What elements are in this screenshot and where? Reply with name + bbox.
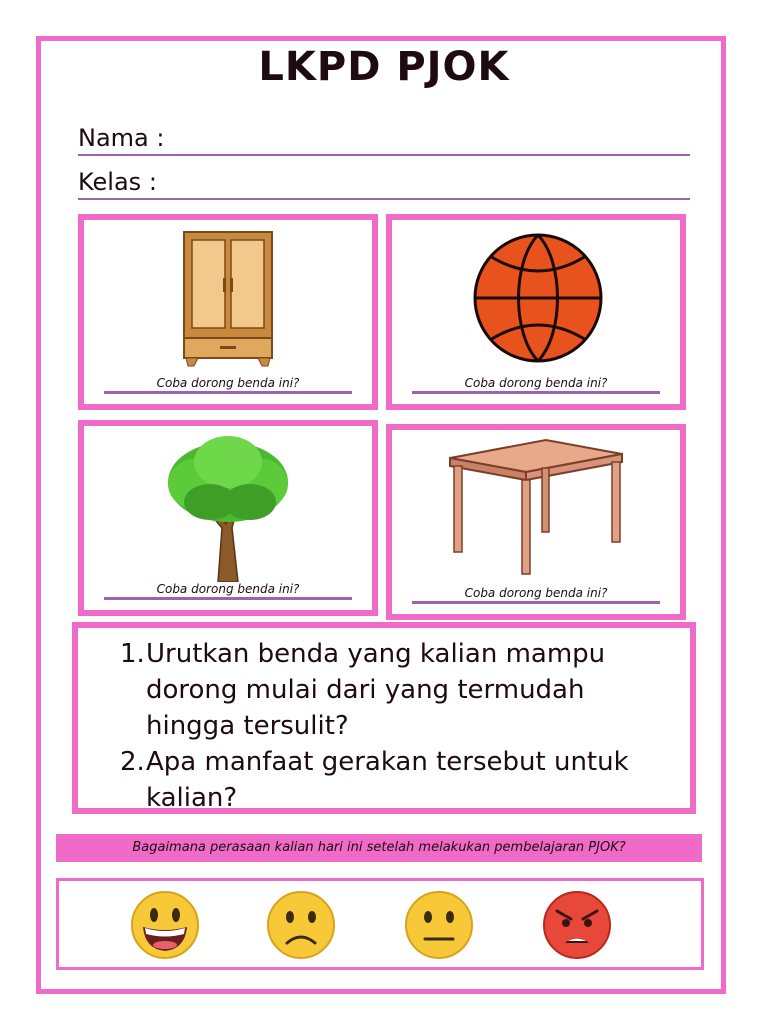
card-tree bbox=[78, 420, 378, 616]
neutral-face-icon[interactable] bbox=[403, 889, 475, 961]
feeling-prompt: Bagaimana perasaan kalian hari ini setelah melakukan pembelajaran PJOK? bbox=[56, 834, 702, 862]
basketball-icon bbox=[472, 232, 604, 364]
name-line bbox=[78, 154, 690, 156]
card-underline bbox=[104, 597, 352, 600]
card-table bbox=[386, 424, 686, 620]
questions-box bbox=[72, 622, 696, 814]
card-underline bbox=[104, 391, 352, 394]
page-title: LKPD PJOK bbox=[258, 44, 510, 90]
card-caption: Coba dorong benda ini? bbox=[156, 582, 300, 596]
class-line bbox=[78, 198, 690, 200]
question-text: Urutkan benda yang kalian mampu dorong mulai dari yang termudah hingga tersulit? bbox=[146, 639, 606, 741]
name-label: Nama : bbox=[78, 124, 165, 152]
question-number: 1. bbox=[120, 639, 145, 669]
class-label: Kelas : bbox=[78, 168, 157, 196]
name-field[interactable] bbox=[78, 126, 690, 156]
grinning-face-icon[interactable] bbox=[129, 889, 201, 961]
card-basketball bbox=[386, 214, 686, 410]
question-number: 2. bbox=[120, 747, 145, 777]
frowning-face-icon[interactable] bbox=[265, 889, 337, 961]
emoji-choices bbox=[56, 878, 704, 970]
question-text: Apa manfaat gerakan tersebut untuk kalian? bbox=[146, 747, 629, 813]
card-underline bbox=[412, 391, 660, 394]
class-field[interactable] bbox=[78, 170, 690, 200]
question-item bbox=[120, 744, 660, 816]
question-list bbox=[120, 636, 660, 816]
card-caption: Coba dorong benda ini? bbox=[156, 376, 300, 390]
card-caption: Coba dorong benda ini? bbox=[464, 376, 608, 390]
angry-face-icon[interactable] bbox=[541, 889, 613, 961]
question-item bbox=[120, 636, 660, 744]
card-wardrobe bbox=[78, 214, 378, 410]
card-underline bbox=[412, 601, 660, 604]
tree-icon bbox=[158, 432, 298, 582]
wardrobe-icon bbox=[180, 230, 276, 370]
card-caption: Coba dorong benda ini? bbox=[464, 586, 608, 600]
table-icon bbox=[446, 438, 626, 578]
